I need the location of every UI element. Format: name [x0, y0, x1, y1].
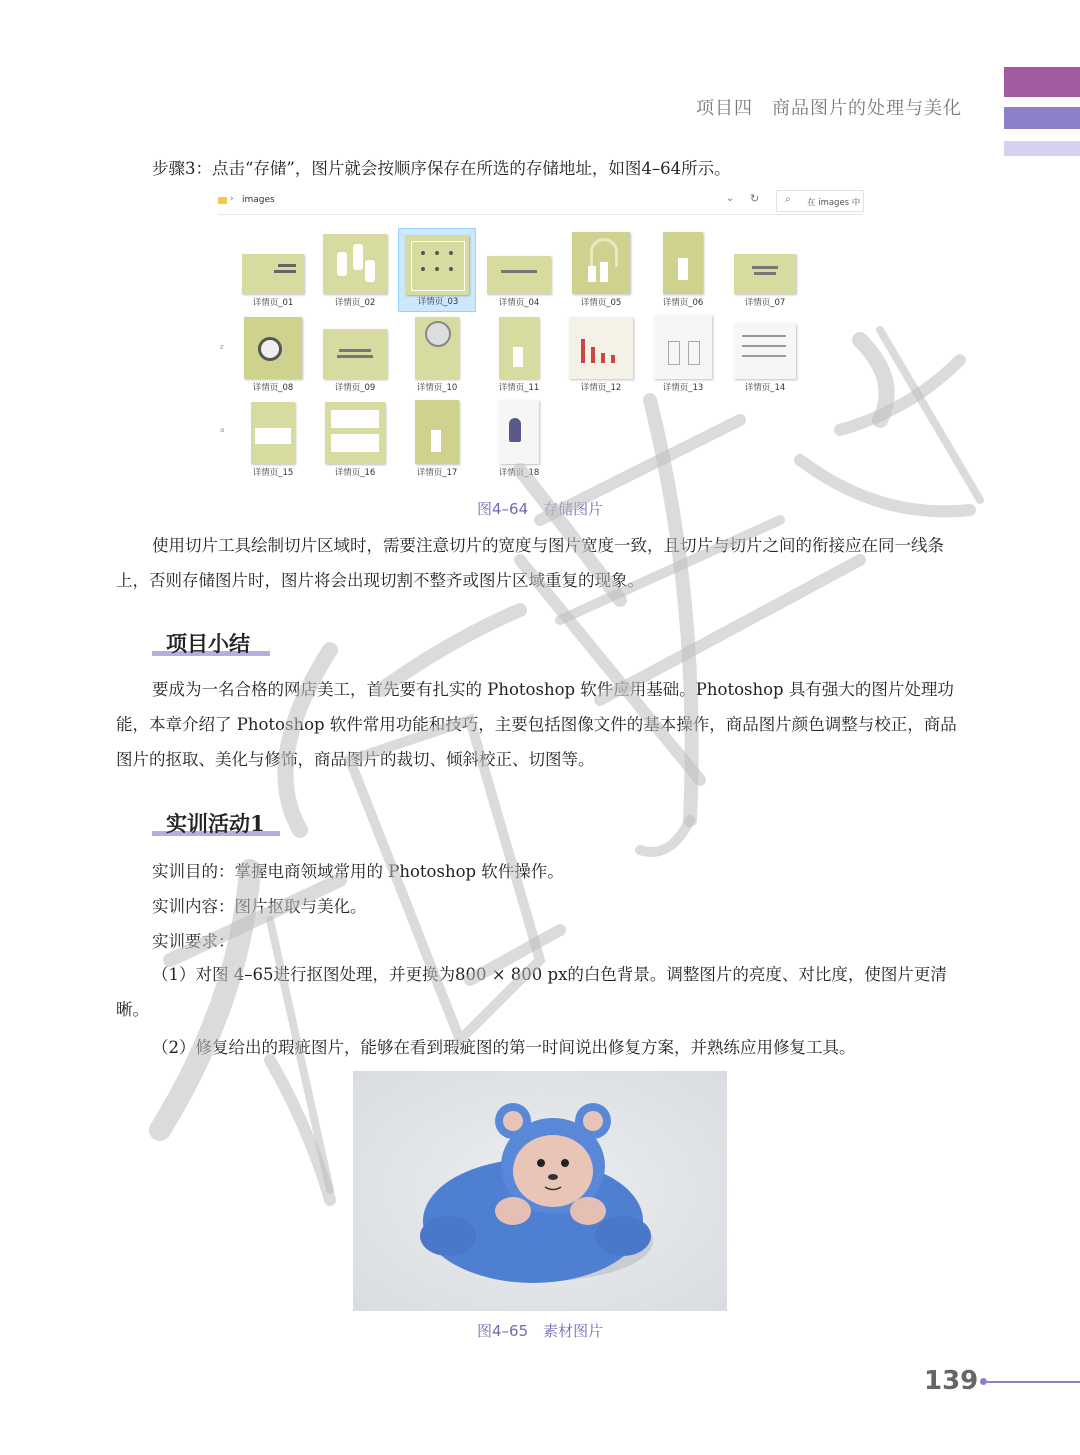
file-name: 详情页_14	[744, 383, 786, 393]
file-thumbnail	[487, 256, 551, 294]
file-tile[interactable]	[480, 313, 558, 397]
chevron-down-icon[interactable]: ⌄	[726, 193, 735, 204]
file-tile[interactable]	[726, 313, 804, 397]
file-tile[interactable]	[398, 313, 476, 397]
sidebar-mark: a	[220, 426, 225, 434]
file-tile[interactable]	[234, 398, 312, 482]
page-number: 139	[924, 1366, 979, 1396]
sidebar-mark: z	[220, 343, 224, 351]
file-name: 详情页_10	[416, 383, 458, 393]
file-tile[interactable]	[234, 313, 312, 397]
file-thumbnail	[415, 400, 459, 464]
file-tile[interactable]	[480, 228, 558, 312]
file-name: 详情页_12	[580, 383, 622, 393]
header-tab-3	[1004, 141, 1080, 156]
step-3-text: 步骤3：点击“存储”，图片就会按顺序保存在所选的存储地址，如图4–64所示。	[152, 159, 731, 178]
file-thumbnail	[734, 254, 796, 294]
file-name: 详情页_09	[334, 383, 376, 393]
file-tile[interactable]	[562, 313, 640, 397]
file-thumbnail	[499, 317, 539, 379]
file-thumbnail	[323, 329, 387, 379]
file-name: 详情页_02	[334, 298, 376, 308]
plush-monkey-photo	[353, 1071, 727, 1311]
file-name: 详情页_05	[580, 298, 622, 308]
file-tile[interactable]	[316, 228, 394, 312]
file-name: 详情页_04	[498, 298, 540, 308]
file-tile[interactable]	[316, 398, 394, 482]
file-name: 详情页_18	[498, 468, 540, 478]
file-tile[interactable]	[316, 313, 394, 397]
search-icon: ⌕	[785, 194, 791, 205]
breadcrumb-folder[interactable]: images	[242, 195, 275, 205]
file-thumbnail	[499, 400, 539, 464]
training-content: 实训内容：图片抠取与美化。	[152, 897, 367, 916]
chapter-title: 项目四 商品图片的处理与美化	[696, 98, 962, 119]
file-name: 详情页_01	[252, 298, 294, 308]
note-paragraph: 使用切片工具绘制切片区域时，需要注意切片的宽度与图片宽度一致，且切片与切片之间的衔接应在同一线条上，否则存储图片时，图片将会出现切割不整齐或图片区域重复的现象。	[116, 536, 944, 590]
file-tile[interactable]	[398, 398, 476, 482]
search-input[interactable]	[776, 190, 864, 212]
search-placeholder: 在 images 中	[807, 198, 861, 208]
summary-paragraph: 要成为一名合格的网店美工，首先要有扎实的 Photoshop 软件应用基础。Photoshop 具有强大的图片处理功能，本章介绍了 Photoshop 软件常用功能和技巧，主要包括图像文件的基本操作，商品图片颜色调整与校正，商品图片的抠取、美化与修饰，商品图片的裁切、倾斜校正、切图等。	[116, 680, 957, 769]
file-name: 详情页_08	[252, 383, 294, 393]
training-item-1: （1）对图 4–65进行抠图处理，并更换为800 × 800 px的白色背景。调整图片的亮度、对比度，使图片更清晰。	[116, 965, 947, 1019]
header-tab-1	[1004, 67, 1080, 97]
file-thumbnail	[572, 232, 630, 294]
file-name: 详情页_11	[498, 383, 540, 393]
figure-caption-4-64: 图4–64 存储图片	[477, 500, 604, 518]
section-title-training: 实训活动1	[166, 811, 265, 836]
file-thumbnail	[663, 232, 703, 294]
file-thumbnail	[325, 402, 385, 464]
section-title-summary: 项目小结	[166, 631, 250, 656]
file-thumbnail	[323, 234, 387, 294]
file-explorer-screenshot	[218, 188, 862, 485]
file-name: 详情页_15	[252, 468, 294, 478]
refresh-icon[interactable]: ↻	[750, 192, 760, 205]
folder-icon	[218, 197, 227, 204]
file-thumbnail	[654, 315, 712, 379]
file-name: 详情页_13	[662, 383, 704, 393]
file-name: 详情页_06	[662, 298, 704, 308]
file-name: 详情页_16	[334, 468, 376, 478]
training-item-2: （2）修复给出的瑕疵图片，能够在看到瑕疵图的第一时间说出修复方案，并熟练应用修复工具。	[152, 1038, 856, 1057]
file-thumbnail	[415, 317, 459, 379]
file-tile[interactable]	[644, 228, 722, 312]
file-thumbnail	[734, 323, 796, 379]
file-tile[interactable]	[234, 228, 312, 312]
file-tile[interactable]	[726, 228, 804, 312]
figure-caption-4-65: 图4–65 素材图片	[477, 1322, 604, 1340]
training-goal: 实训目的：掌握电商领域常用的 Photoshop 软件操作。	[152, 862, 564, 881]
file-tile[interactable]	[562, 228, 640, 312]
chevron-right-icon: ›	[230, 194, 234, 204]
plush-monkey-illustration	[353, 1071, 727, 1311]
header-tab-2	[1004, 107, 1080, 129]
training-requirements: 实训要求：	[152, 932, 235, 951]
file-thumbnail	[405, 235, 469, 295]
page-number-dot	[980, 1378, 987, 1385]
file-thumbnail	[569, 317, 633, 379]
file-name: 详情页_07	[744, 298, 786, 308]
file-tile-selected[interactable]	[398, 228, 476, 312]
file-tile[interactable]	[480, 398, 558, 482]
page-number-line	[987, 1381, 1080, 1383]
address-bar	[218, 188, 862, 215]
file-tile[interactable]	[644, 313, 722, 397]
file-thumbnail	[251, 402, 295, 464]
file-name: 详情页_17	[416, 468, 458, 478]
file-name: 详情页_03	[417, 297, 459, 307]
file-thumbnail	[244, 317, 302, 379]
file-thumbnail	[242, 254, 304, 294]
